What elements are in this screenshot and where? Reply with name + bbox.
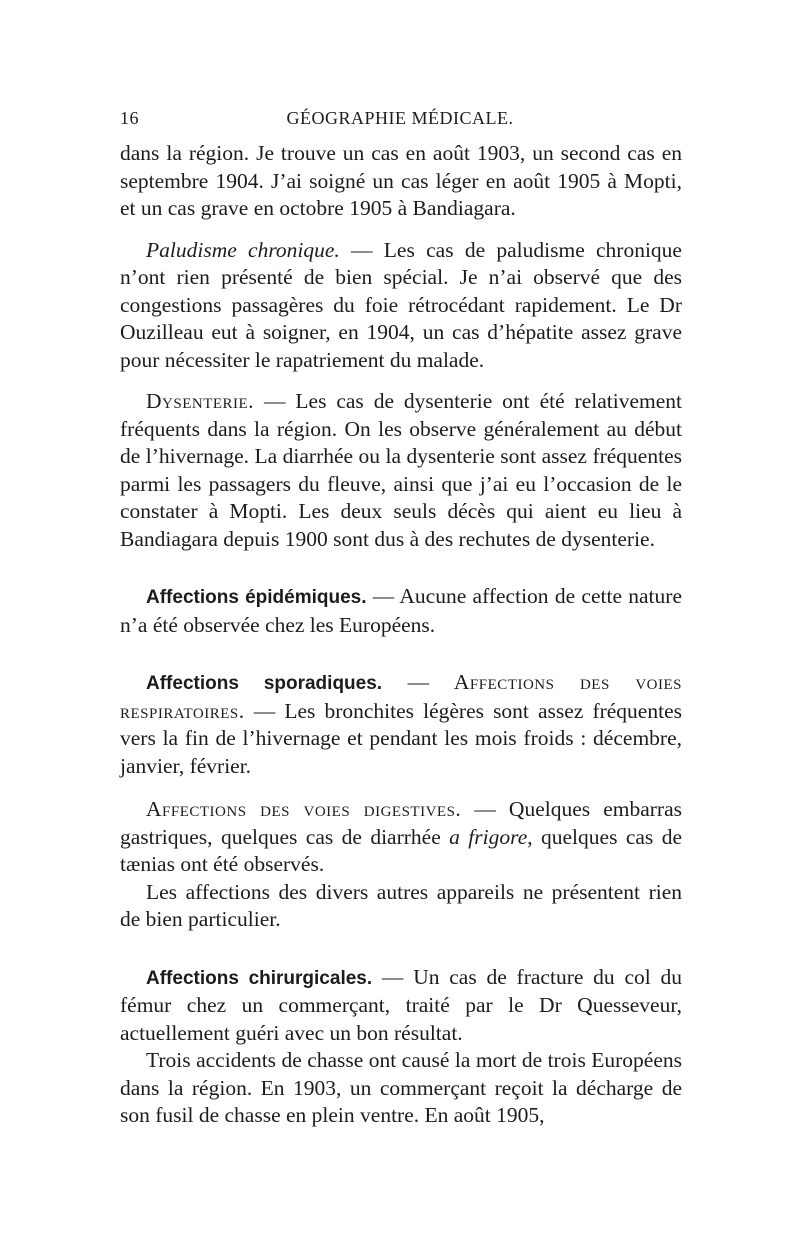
paragraph-continuation: dans la région. Je trouve un cas en août 1903, un second cas en septembre 1904. J’ai soigné un cas léger en août 1905 à Mopti, et un cas grave en octobre 1905 à Bandiagara. (120, 141, 682, 220)
heading-digestives: Affections des voies digestives. (146, 797, 462, 821)
heading-dysenterie: Dysenterie. (146, 389, 255, 413)
heading-sporadiques: Affections sporadiques. (146, 673, 383, 694)
heading-chirurgicales: Affections chirurgicales. (146, 967, 373, 989)
paragraph-autres-appareils: Les affections des divers autres appareils ne présentent rien de bien particulier. (120, 879, 682, 931)
subheading-respiratoires: — Affections des voies respiratoires. (120, 670, 682, 723)
paragraph-chirurgicales (120, 964, 682, 1048)
text-respiratoires: — Les bronchites légères sont assez fréquentes vers la fin de l’hivernage et pendant les mois froids : décembre, janvier, février. (120, 698, 682, 778)
text-epidemiques: — Aucune affection de cette nature n’a été observée chez les Européens. (120, 584, 682, 637)
paragraph-digestives (120, 796, 682, 879)
heading-paludisme: Paludisme chronique. (146, 237, 340, 262)
paragraph-dysenterie (120, 388, 682, 553)
paragraph-paludisme (120, 237, 682, 375)
paragraph-epidemiques (120, 583, 682, 639)
page-number: 16 (120, 108, 139, 128)
italic-a-frigore: a frigore (449, 824, 528, 849)
paragraph-accidents-chasse: Trois accidents de chasse ont causé la mort de trois Européens dans la région. En 1903, un commerçant reçoit la décharge de son fusil de chasse en plein ventre. En août 1905, (120, 1048, 682, 1127)
paragraph-sporadiques (120, 669, 682, 780)
heading-epidemiques: Affections épidémiques. (146, 587, 367, 608)
text-digestives-a: — Quelques embarras gastriques, quelques cas de diarrhée (120, 797, 682, 849)
text-paludisme: — Les cas de paludisme chronique n’ont rien présenté de bien spécial. Je n’ai observé que des congestions passagères du foie rétrocédant rapidement. Le Dr Ouzilleau eut à soigner, en 1904, un cas d’hépatite assez grave pour nécessiter le rapatriement du malade. (120, 237, 682, 372)
text-digestives-b: , quelques cas de tænias ont été observés. (120, 824, 682, 876)
text-dysenterie: — Les cas de dysenterie ont été relativement fréquents dans la région. On les observe généralement au début de l’hivernage. La diarrhée ou la dysenterie sont assez fréquentes parmi les passagers du fleuve, ainsi que j’ai eu l’occasion de le constater à Mopti. Les deux seuls décès qui aient eu lieu à Bandiagara depuis 1900 sont dus à des rechutes de dysenterie. (120, 389, 682, 551)
body-text (120, 140, 682, 1130)
running-title: GÉOGRAPHIE MÉDICALE. (286, 108, 514, 128)
text-chirurgicales: — Un cas de fracture du col du fémur chez un commerçant, traité par le Dr Quesseveur, actuellement guéri avec un bon résultat. (120, 964, 682, 1045)
